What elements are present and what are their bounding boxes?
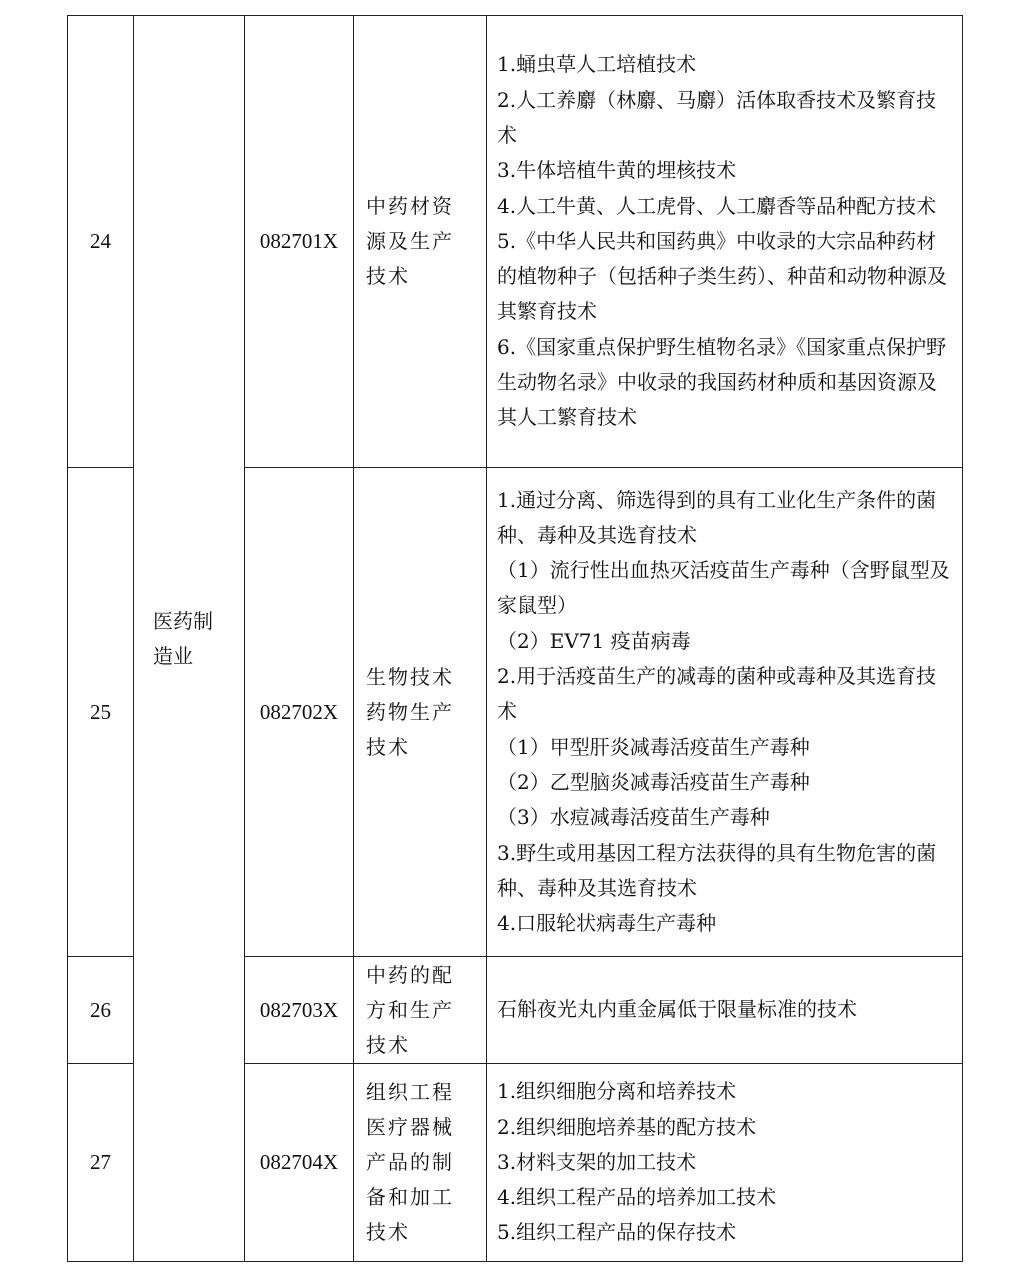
row-number: 25 [68, 468, 134, 957]
list-item: 2.用于活疫苗生产的减毒的菌种或毒种及其选育技术 [497, 664, 937, 724]
tech-code: 082703X [245, 957, 354, 1064]
list-item: 3.野生或用基因工程方法获得的具有生物危害的菌种、毒种及其选育技术 [497, 840, 937, 900]
list-item: 4.口服轮状病毒生产毒种 [497, 911, 717, 936]
technology-table [67, 15, 963, 1262]
tech-name: 生物技术药物生产技术 [354, 468, 487, 957]
list-item: 5.组织工程产品的保存技术 [497, 1220, 737, 1245]
industry-cell [134, 16, 245, 1262]
list-item: 2.组织细胞培养基的配方技术 [497, 1114, 757, 1139]
list-item: 3.材料支架的加工技术 [497, 1149, 697, 1174]
list-item: 4.组织工程产品的培养加工技术 [497, 1185, 777, 1210]
list-item: 2.人工养麝（林麝、马麝）活体取香技术及繁育技术 [497, 87, 937, 147]
list-item: （3）水痘减毒活疫苗生产毒种 [497, 805, 770, 830]
list-item: 3.牛体培植牛黄的埋核技术 [497, 158, 737, 183]
tech-items [487, 957, 963, 1064]
tech-name: 中药的配方和生产技术 [354, 957, 487, 1064]
list-item: （2）乙型脑炎减毒活疫苗生产毒种 [497, 769, 810, 794]
tech-code: 082704X [245, 1064, 354, 1262]
list-item: 1.组织细胞分离和培养技术 [497, 1079, 737, 1104]
tech-code: 082702X [245, 468, 354, 957]
table-row [68, 16, 963, 468]
tech-name: 组织工程医疗器械产品的制备和加工技术 [354, 1064, 487, 1262]
tech-items [487, 16, 963, 468]
list-item: （1）甲型肝炎减毒活疫苗生产毒种 [497, 734, 810, 759]
row-number: 24 [68, 16, 134, 468]
list-item: 1.蛹虫草人工培植技术 [497, 52, 697, 77]
list-item: 1.通过分离、筛选得到的具有工业化生产条件的菌种、毒种及其选育技术 [497, 487, 937, 547]
list-item: 4.人工牛黄、人工虎骨、人工麝香等品种配方技术 [497, 193, 937, 218]
row-number: 27 [68, 1064, 134, 1262]
list-item: 石斛夜光丸内重金属低于限量标准的技术 [497, 997, 857, 1022]
tech-items [487, 468, 963, 957]
list-item: （2）EV71 疫苗病毒 [497, 628, 691, 653]
row-number: 26 [68, 957, 134, 1064]
list-item: （1）流行性出血热灭活疫苗生产毒种（含野鼠型及家鼠型） [497, 558, 950, 618]
list-item: 6.《国家重点保护野生植物名录》《国家重点保护野生动物名录》中收录的我国药材种质和基因资源及其人工繁育技术 [497, 334, 947, 430]
tech-name: 中药材资源及生产技术 [354, 16, 487, 468]
tech-code: 082701X [245, 16, 354, 468]
list-item: 5.《中华人民共和国药典》中收录的大宗品种药材的植物种子（包括种子类生药）、种苗和动物种源及其繁育技术 [497, 228, 947, 324]
industry-label: 医药制造业 [153, 608, 213, 668]
tech-items [487, 1064, 963, 1262]
